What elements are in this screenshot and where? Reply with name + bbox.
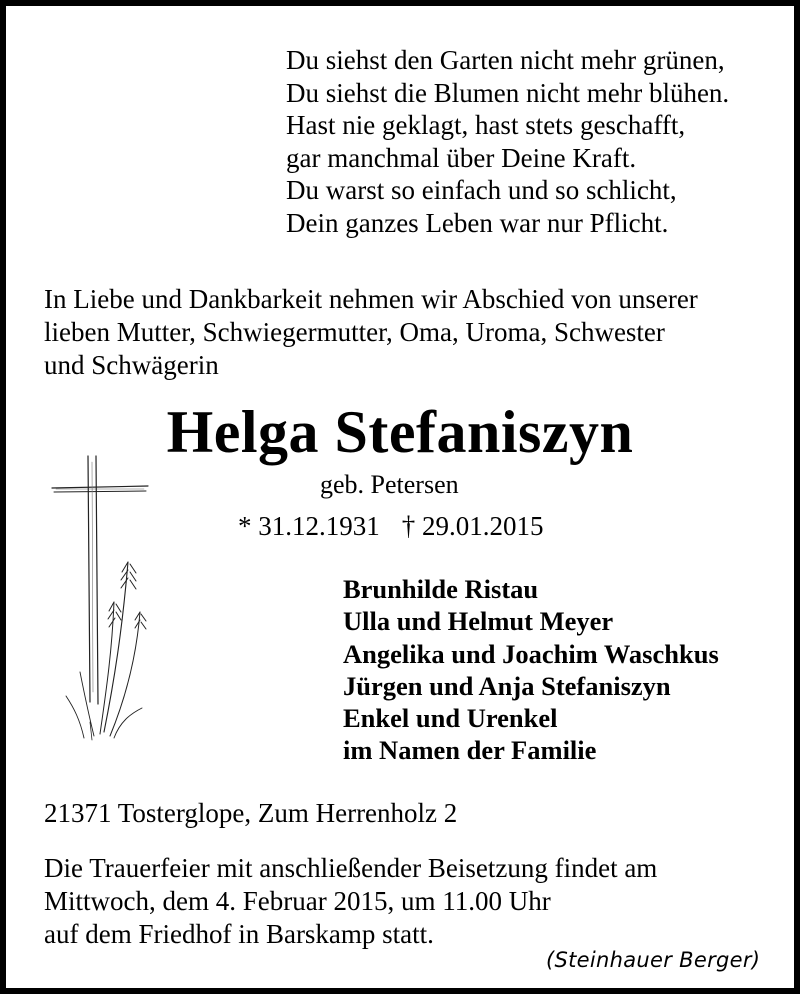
life-dates	[238, 510, 544, 542]
birth-date: * 31.12.1931	[238, 511, 380, 541]
maiden-name: geb. Petersen	[320, 470, 459, 499]
intro-line: lieben Mutter, Schwiegermutter, Oma, Uroma, Schwester	[44, 317, 665, 347]
poem-line: Du siehst die Blumen nicht mehr blühen.	[286, 77, 730, 108]
mourner: Jürgen und Anja Stefaniszyn	[343, 670, 671, 701]
funeral-line: auf dem Friedhof in Barskamp statt.	[44, 919, 434, 949]
intro-line: In Liebe und Dankbarkeit nehmen wir Abschied von unserer	[44, 284, 698, 314]
stonemason-signature: (Steinhauer Berger)	[546, 948, 761, 972]
poem-line: Dein ganzes Leben war nur Pflicht.	[286, 207, 669, 238]
address: 21371 Tosterglope, Zum Herrenholz 2	[44, 798, 458, 828]
poem-line: Du siehst den Garten nicht mehr grünen,	[286, 45, 725, 75]
funeral-line: Mittwoch, dem 4. Februar 2015, um 11.00 Uhr	[44, 886, 551, 916]
funeral-info	[44, 852, 657, 951]
mourner: Ulla und Helmut Meyer	[343, 606, 614, 637]
poem-line: Hast nie geklagt, hast stets geschafft,	[286, 110, 686, 140]
poem-line: Du warst so einfach und so schlicht,	[286, 175, 677, 205]
deceased-name: Helga Stefaniszyn	[166, 399, 634, 465]
mourner: Enkel und Urenkel	[343, 703, 558, 734]
intro-text	[44, 283, 698, 382]
funeral-line: Die Trauerfeier mit anschließender Beisetzung findet am	[44, 853, 658, 883]
mourner: Brunhilde Ristau	[343, 574, 539, 604]
mourner: im Namen der Familie	[343, 735, 597, 766]
poem-line: gar manchmal über Deine Kraft.	[286, 142, 637, 173]
death-date: † 29.01.2015	[401, 511, 544, 541]
cross-with-wheat-icon	[44, 452, 154, 742]
intro-line: und Schwägerin	[44, 350, 219, 380]
poem	[286, 44, 729, 239]
mourners-list	[343, 573, 719, 767]
mourner: Angelika und Joachim Waschkus	[343, 638, 719, 669]
